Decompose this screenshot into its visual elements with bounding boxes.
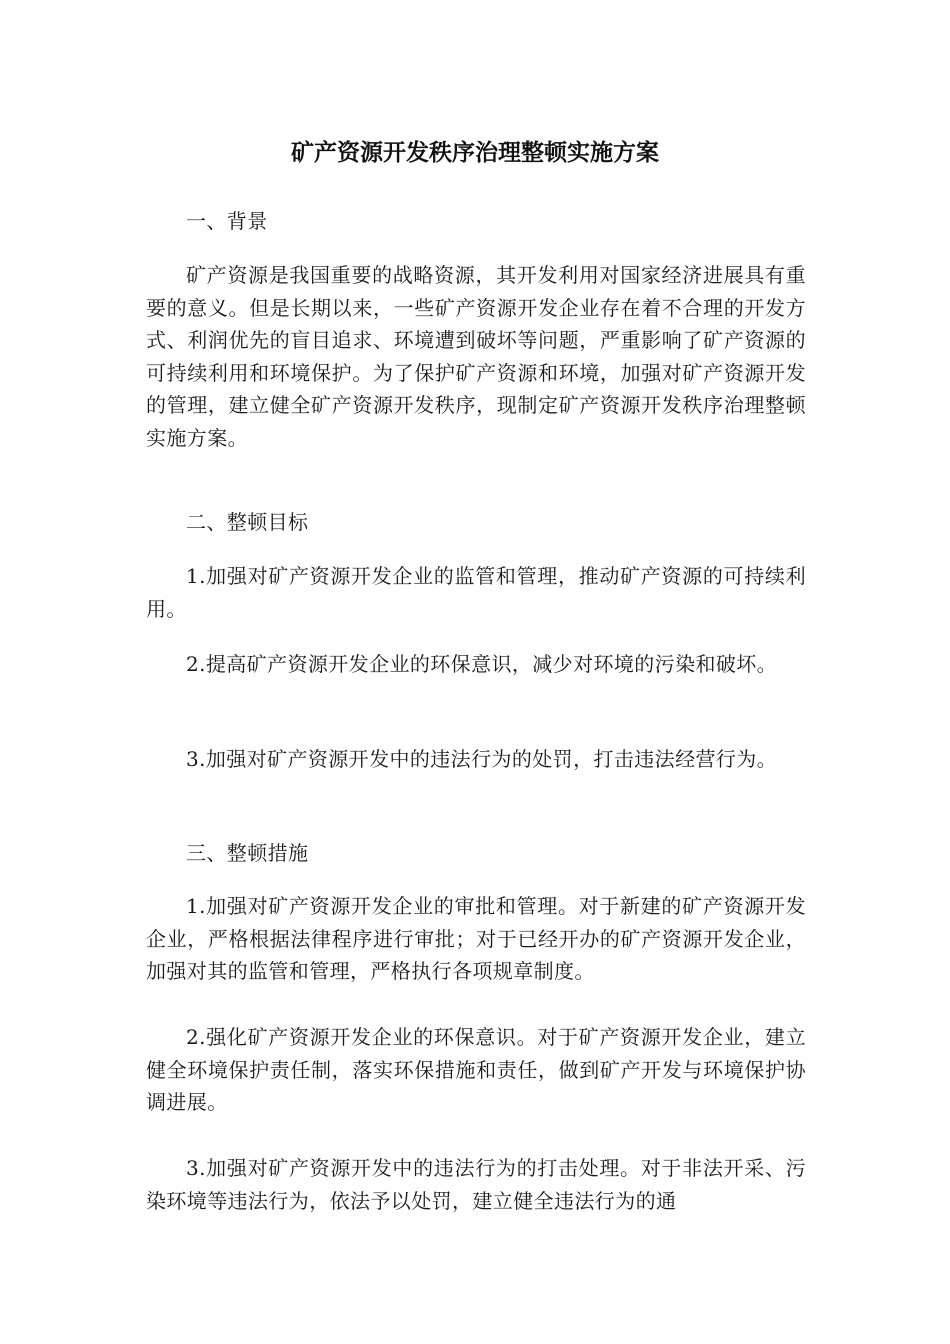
goal-item-1: 1.加强对矿产资源开发企业的监管和管理，推动矿产资源的可持续利用。 (146, 564, 806, 621)
measure-item-2: 2.强化矿产资源开发企业的环保意识。对于矿产资源开发企业，建立健全环境保护责任制，落实环保措施和责任，做到矿产开发与环境保护协调进展。 (146, 1025, 806, 1114)
document-title: 矿产资源开发秩序治理整顿实施方案 (291, 140, 659, 166)
measure-item-3: 3.加强对矿产资源开发中的违法行为的打击处理。对于非法开采、污染环境等违法行为，依法予以处罚，建立健全违法行为的通 (146, 1156, 806, 1213)
paragraph-background: 矿产资源是我国重要的战略资源，其开发利用对国家经济进展具有重要的意义。但是长期以来，一些矿产资源开发企业存在着不合理的开发方式、利润优先的盲目追求、环境遭到破坏等问题，严重影响了矿产资源的可持续利用和环境保护。为了保护矿产资源和环境，加强对矿产资源开发的管理，建立健全矿产资源开发秩序，现制定矿产资源开发秩序治理整顿实施方案。 (146, 263, 806, 450)
measure-item-1: 1.加强对矿产资源开发企业的审批和管理。对于新建的矿产资源开发企业，严格根据法律程序进行审批；对于已经开办的矿产资源开发企业，加强对其的监管和管理，严格执行各项规章制度。 (146, 894, 806, 983)
section-heading-measures: 三、整顿措施 (186, 841, 309, 865)
section-heading-goals: 二、整顿目标 (186, 510, 309, 534)
goal-item-3: 3.加强对矿产资源开发中的违法行为的处罚，打击违法经营行为。 (186, 747, 778, 771)
goal-item-2: 2.提高矿产资源开发企业的环保意识，减少对环境的污染和破坏。 (186, 652, 778, 676)
section-heading-background: 一、背景 (186, 209, 268, 233)
